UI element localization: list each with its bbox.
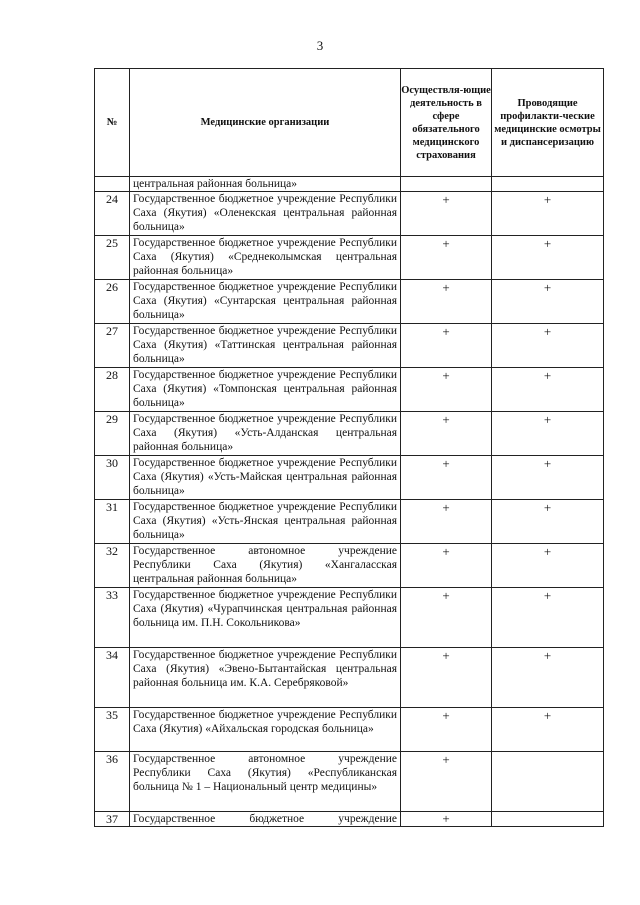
row-oms-mark: +: [401, 708, 492, 752]
row-prev-mark: +: [492, 280, 604, 324]
row-organization: Государственное автономное учреждение Республики Саха (Якутия) «Хангаласская центральная районная больница»: [130, 544, 401, 588]
header-preventive-exams: Проводящие профилакти-ческие медицинские осмотры и диспансеризацию: [492, 69, 604, 177]
row-oms-mark: +: [401, 588, 492, 648]
row-number: 34: [95, 648, 130, 708]
row-prev-mark: +: [492, 324, 604, 368]
table-row: [95, 192, 604, 236]
row-organization: Государственное бюджетное учреждение Республики Саха (Якутия) «Усть-Янская центральная районная больница»: [130, 500, 401, 544]
row-number: 37: [95, 812, 130, 827]
row-oms-mark: +: [401, 324, 492, 368]
row-organization: Государственное бюджетное учреждение Республики Саха (Якутия) «Томпонская центральная районная больница»: [130, 368, 401, 412]
row-organization: Государственное бюджетное учреждение Республики Саха (Якутия) «Чурапчинская центральная районная больница им. П.Н. Сокольникова»: [130, 588, 401, 648]
continuation-row: [95, 177, 604, 192]
row-number: 33: [95, 588, 130, 648]
table-row: [95, 544, 604, 588]
row-oms-mark: +: [401, 236, 492, 280]
table-row: [95, 236, 604, 280]
row-prev-mark: +: [492, 412, 604, 456]
row-oms-mark: +: [401, 412, 492, 456]
row-oms-mark: +: [401, 192, 492, 236]
header-organizations: Медицинские организации: [130, 69, 401, 177]
row-number: 35: [95, 708, 130, 752]
table-row: [95, 648, 604, 708]
row-prev-mark: +: [492, 192, 604, 236]
page-number: 3: [316, 38, 324, 53]
row-number: 30: [95, 456, 130, 500]
continuation-prev-cell: [492, 177, 604, 192]
row-oms-mark: +: [401, 544, 492, 588]
table-row: [95, 280, 604, 324]
continuation-org-cell: центральная районная больница»: [130, 177, 401, 192]
table-row: [95, 588, 604, 648]
row-number: 26: [95, 280, 130, 324]
row-oms-mark: +: [401, 368, 492, 412]
medical-organizations-table: [94, 68, 604, 827]
row-oms-mark: +: [401, 648, 492, 708]
table-row: [95, 500, 604, 544]
row-organization: Государственное бюджетное учреждение Республики Саха (Якутия) «Усть-Алданская центральная районная больница»: [130, 412, 401, 456]
row-organization: Государственное бюджетное учреждение Республики Саха (Якутия) «Айхальская городская больница»: [130, 708, 401, 752]
table-row: [95, 456, 604, 500]
row-number: 28: [95, 368, 130, 412]
row-organization: Государственное бюджетное учреждение Республики Саха (Якутия) «Сунтарская центральная районная больница»: [130, 280, 401, 324]
row-oms-mark: +: [401, 812, 492, 827]
row-prev-mark: [492, 812, 604, 827]
row-number: 36: [95, 752, 130, 812]
row-oms-mark: +: [401, 752, 492, 812]
row-number: 27: [95, 324, 130, 368]
table-header-row: [95, 69, 604, 177]
row-organization: Государственное бюджетное учреждение Республики Саха (Якутия) «Среднеколымская центральная районная больница»: [130, 236, 401, 280]
row-organization: Государственное бюджетное учреждение: [130, 812, 401, 827]
row-organization: Государственное бюджетное учреждение Республики Саха (Якутия) «Эвено-Бытантайская центральная районная больница им. К.А. Серебряковой»: [130, 648, 401, 708]
row-prev-mark: +: [492, 368, 604, 412]
row-organization: Государственное бюджетное учреждение Республики Саха (Якутия) «Оленекская центральная районная больница»: [130, 192, 401, 236]
row-prev-mark: +: [492, 648, 604, 708]
row-number: 32: [95, 544, 130, 588]
table-row: [95, 708, 604, 752]
row-number: 24: [95, 192, 130, 236]
row-prev-mark: [492, 752, 604, 812]
row-prev-mark: +: [492, 236, 604, 280]
continuation-oms-cell: [401, 177, 492, 192]
row-prev-mark: +: [492, 544, 604, 588]
table-row: [95, 324, 604, 368]
row-organization: Государственное автономное учреждение Республики Саха (Якутия) «Республиканская больница № 1 – Национальный центр медицины»: [130, 752, 401, 812]
row-prev-mark: +: [492, 456, 604, 500]
table-row: [95, 368, 604, 412]
row-oms-mark: +: [401, 280, 492, 324]
continuation-num-cell: [95, 177, 130, 192]
header-number: №: [95, 69, 130, 177]
row-prev-mark: +: [492, 588, 604, 648]
row-number: 29: [95, 412, 130, 456]
row-prev-mark: +: [492, 500, 604, 544]
row-oms-mark: +: [401, 456, 492, 500]
row-number: 25: [95, 236, 130, 280]
table-row: [95, 412, 604, 456]
table-row: [95, 752, 604, 812]
row-organization: Государственное бюджетное учреждение Республики Саха (Якутия) «Таттинская центральная районная больница»: [130, 324, 401, 368]
row-organization: Государственное бюджетное учреждение Республики Саха (Якутия) «Усть-Майская центральная районная больница»: [130, 456, 401, 500]
table-row: [95, 812, 604, 827]
row-prev-mark: +: [492, 708, 604, 752]
row-oms-mark: +: [401, 500, 492, 544]
header-oms-activity: Осуществля-ющие деятельность в сфере обязательного медицинского страхования: [401, 69, 492, 177]
row-number: 31: [95, 500, 130, 544]
